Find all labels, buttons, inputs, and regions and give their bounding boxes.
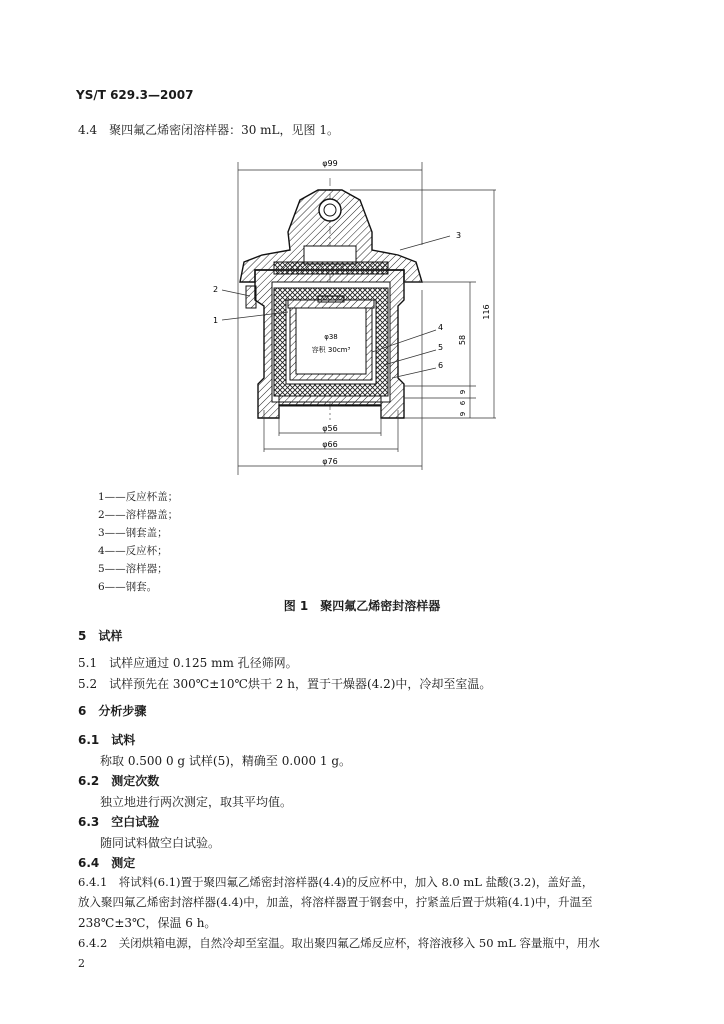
dim-d38-label: φ38 — [324, 333, 338, 341]
dim-58-label: 58 — [458, 334, 467, 346]
volume-label: 容积 30cm³ — [311, 346, 351, 354]
figure-caption: 图 1 聚四氟乙烯密封溶样器 — [283, 599, 441, 613]
clause-4-4: 4.4 聚四氟乙烯密闭溶样器：30 mL，见图 1。 — [78, 123, 339, 137]
section-5-title: 5 试样 — [78, 629, 123, 643]
legend-item: 2——溶样器盖； — [98, 509, 179, 521]
clause-6-2-title: 6.2 测定次数 — [78, 774, 160, 788]
dim-6-label: 6 — [459, 400, 467, 406]
callout-4: 4 — [438, 323, 444, 332]
clause-6-4-2-line1: 6.4.2 关闭烘箱电源，自然冷却至室温。取出聚四氟乙烯反应杯，将溶液移入 50 mL 容量瓶中，用水 — [78, 936, 600, 950]
clause-5-2: 5.2 试样预先在 300℃±10℃烘干 2 h，置于干燥器(4.2)中，冷却至室温。 — [78, 677, 492, 691]
legend-item: 4——反应杯； — [98, 545, 168, 557]
dim-116-label: 116 — [482, 304, 491, 320]
dim-9b-label: 9 — [459, 411, 467, 417]
dim-9a-label: 9 — [459, 389, 467, 395]
callout-3: 3 — [456, 231, 462, 240]
clause-6-1-body: 称取 0.500 0 g 试样(5)，精确至 0.000 1 g。 — [100, 754, 352, 768]
section-6-title: 6 分析步骤 — [78, 704, 147, 718]
clause-6-1-title: 6.1 试料 — [78, 733, 136, 747]
callout-2: 2 — [213, 285, 219, 294]
legend-item: 3——钢套盖； — [98, 527, 168, 539]
clause-6-4-1-line2: 放入聚四氟乙烯密封溶样器(4.4)中，加盖，将溶样器置于钢套中，拧紧盖后置于烘箱(4.1)中，升温至 — [78, 895, 593, 909]
clause-6-3-body: 随同试料做空白试验。 — [100, 836, 221, 850]
clause-6-4-1-line3: 238℃±3℃，保温 6 h。 — [78, 916, 217, 930]
dim-d76-label: φ76 — [322, 457, 338, 466]
callout-1: 1 — [213, 316, 219, 325]
clause-6-3-title: 6.3 空白试验 — [78, 815, 160, 829]
page-number: 2 — [78, 957, 85, 970]
dim-d99-label: φ99 — [322, 159, 338, 168]
dim-d56-label: φ56 — [322, 424, 338, 433]
callout-6: 6 — [438, 361, 444, 370]
dim-d66-label: φ66 — [322, 440, 338, 449]
standard-number: YS/T 629.3—2007 — [76, 88, 194, 102]
legend-item: 6——钢套。 — [98, 581, 158, 593]
clause-6-2-body: 独立地进行两次测定，取其平均值。 — [100, 795, 293, 809]
clause-6-4-1-line1: 6.4.1 将试料(6.1)置于聚四氟乙烯密封溶样器(4.4)的反应杯中，加入 8.0 mL 盐酸(3.2)，盖好盖， — [78, 875, 594, 889]
legend-item: 1——反应杯盖； — [98, 491, 179, 503]
legend-item: 5——溶样器； — [98, 563, 168, 575]
callout-5: 5 — [438, 343, 444, 352]
clause-6-4-title: 6.4 测定 — [78, 856, 136, 870]
clause-5-1: 5.1 试样应通过 0.125 mm 孔径筛网。 — [78, 656, 298, 670]
